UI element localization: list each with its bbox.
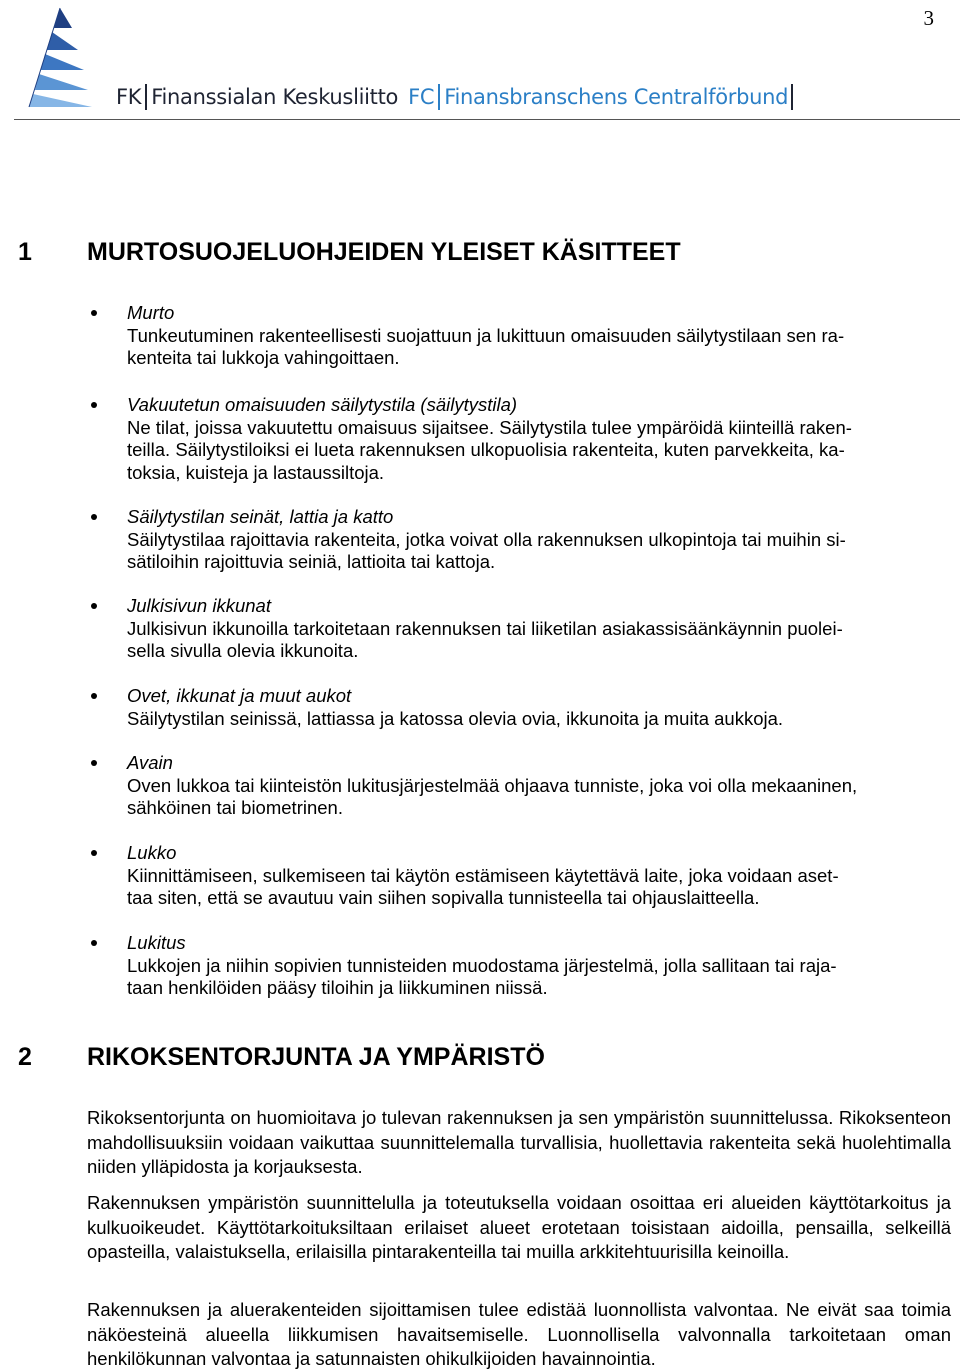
body-paragraph: Rakennuksen ja aluerakenteiden sijoittamisen tulee edistää luonnollista valvontaa. Ne eivät saa toimia näköesteinä alueella liikkumisen havaitsemiselle. Luonnollisella valvonnalla tarkoitetaan oman henkilökunnan valvontaa ja satunnaisten ohikulkijoiden havainnointia.: [87, 1299, 951, 1369]
term-line: Lukkojen ja niihin sopivien tunnisteiden muodostama järjestelmä, jolla sallitaan tai raja-: [127, 954, 837, 976]
term-line: taan henkilöiden pääsy tiloihin ja liikkuminen niissä.: [127, 977, 548, 998]
term-title: Säilytystilan seinät, lattia ja katto: [127, 506, 394, 527]
term-title: Lukko: [127, 842, 177, 863]
fk-logo-icon: [14, 6, 94, 108]
term-title: Vakuutetun omaisuuden säilytystila (säilytystila): [127, 394, 518, 415]
org-name-banner: [116, 82, 797, 112]
term-title: Ovet, ikkunat ja muut aukot: [127, 685, 352, 706]
term-line: taa siten, että se avautuu vain siihen sopivalla tunnisteella tai ohjauslaitteella.: [127, 887, 760, 908]
term-line: Oven lukkoa tai kiinteistön lukitusjärjestelmää ohjaava tunniste, joka voi olla mekaaninen,: [127, 774, 858, 796]
bullet-icon: [91, 760, 97, 766]
bullet-icon: [91, 850, 97, 856]
bullet-icon: [91, 940, 97, 946]
term-line: Kiinnittämiseen, sulkemiseen tai käytön estämiseen käytettävä laite, joka voidaan aset-: [127, 864, 839, 886]
term-line: teilla. Säilytystiloiksi ei lueta rakennuksen ulkopuolisia rakenteita, kuten parvekkeita, ka-: [127, 439, 845, 460]
bullet-icon: [91, 603, 97, 609]
term-line: Julkisivun ikkunoilla tarkoitetaan rakennuksen tai liiketilan asiakassisäänkäynnin puolei-: [127, 617, 843, 639]
term-line: Ne tilat, joissa vakuutettu omaisuus sijaitsee. Säilytystila tulee ympäröidä kiinteillä raken-: [127, 416, 852, 438]
term-title: Lukitus: [127, 932, 186, 953]
header-rule: [14, 119, 960, 120]
term-line: sella sivulla olevia ikkunoita.: [127, 640, 359, 661]
bullet-icon: [91, 693, 97, 699]
divider: [791, 84, 793, 110]
bullet-icon: [91, 514, 97, 520]
body-paragraph: Rikoksentorjunta on huomioitava jo tulevan rakennuksen ja sen ympäristön suunnittelussa. Rikoksenteon mahdollisuuksiin voidaan vaikuttaa suunnittelemalla turvallisia, huollettavia rakenteita sekä huolehtimalla niiden ylläpidosta ja korjauksesta.: [87, 1107, 951, 1177]
section-heading: [18, 1043, 545, 1072]
page-number: 3: [923, 6, 934, 30]
term-title: Julkisivun ikkunat: [127, 595, 271, 616]
term-title: Avain: [127, 752, 173, 773]
section-title: MURTOSUOJELUOHJEIDEN YLEISET KÄSITTEET: [87, 238, 681, 266]
org-sv-name: Finansbranschens Centralförbund: [444, 85, 789, 109]
term-line: Säilytystilaa rajoittavia rakenteita, jotka voivat olla rakennuksen ulkopintoja tai muihin si-: [127, 528, 846, 550]
bullet-icon: [91, 402, 97, 408]
term-line: sähköinen tai biometrinen.: [127, 797, 343, 818]
section-number: 2: [18, 1043, 32, 1071]
org-sv-abbr: FC: [408, 85, 435, 109]
bullet-icon: [91, 310, 97, 316]
section-heading: [18, 238, 681, 267]
term-line: Säilytystilan seinissä, lattiassa ja katossa olevia ovia, ikkunoita ja muita aukkoja.: [127, 707, 784, 729]
term-line: toksia, kuisteja ja lastaussiltoja.: [127, 461, 385, 483]
org-fi-name: Finanssialan Keskusliitto: [151, 85, 399, 109]
term-line: Tunkeutuminen rakenteellisesti suojattuun ja lukittuun omaisuuden säilytystilaan sen ra-: [127, 324, 845, 346]
body-paragraph: Rakennuksen ympäristön suunnittelulla ja toteutuksella voidaan osoittaa eri alueiden käyttötarkoitus ja kulkuoikeudet. Käyttötarkoituksiltaan erilaiset alueet erotetaan toisistaan aidoilla, pensailla, selkeillä opasteilla, valaistuksella, erilaisilla pintarakenteilla tai muilla arkkitehtuurisilla keinoilla.: [87, 1192, 951, 1262]
term-line: kenteita tai lukkoja vahingoittaen.: [127, 347, 400, 368]
section-title: RIKOKSENTORJUNTA JA YMPÄRISTÖ: [87, 1043, 545, 1071]
divider: [438, 84, 440, 110]
divider: [145, 84, 147, 110]
section-number: 1: [18, 238, 32, 266]
org-fi-abbr: FK: [116, 85, 142, 109]
term-title: Murto: [127, 302, 175, 323]
term-line: sätiloihin rajoittuvia seiniä, lattioita tai kattoja.: [127, 551, 496, 572]
